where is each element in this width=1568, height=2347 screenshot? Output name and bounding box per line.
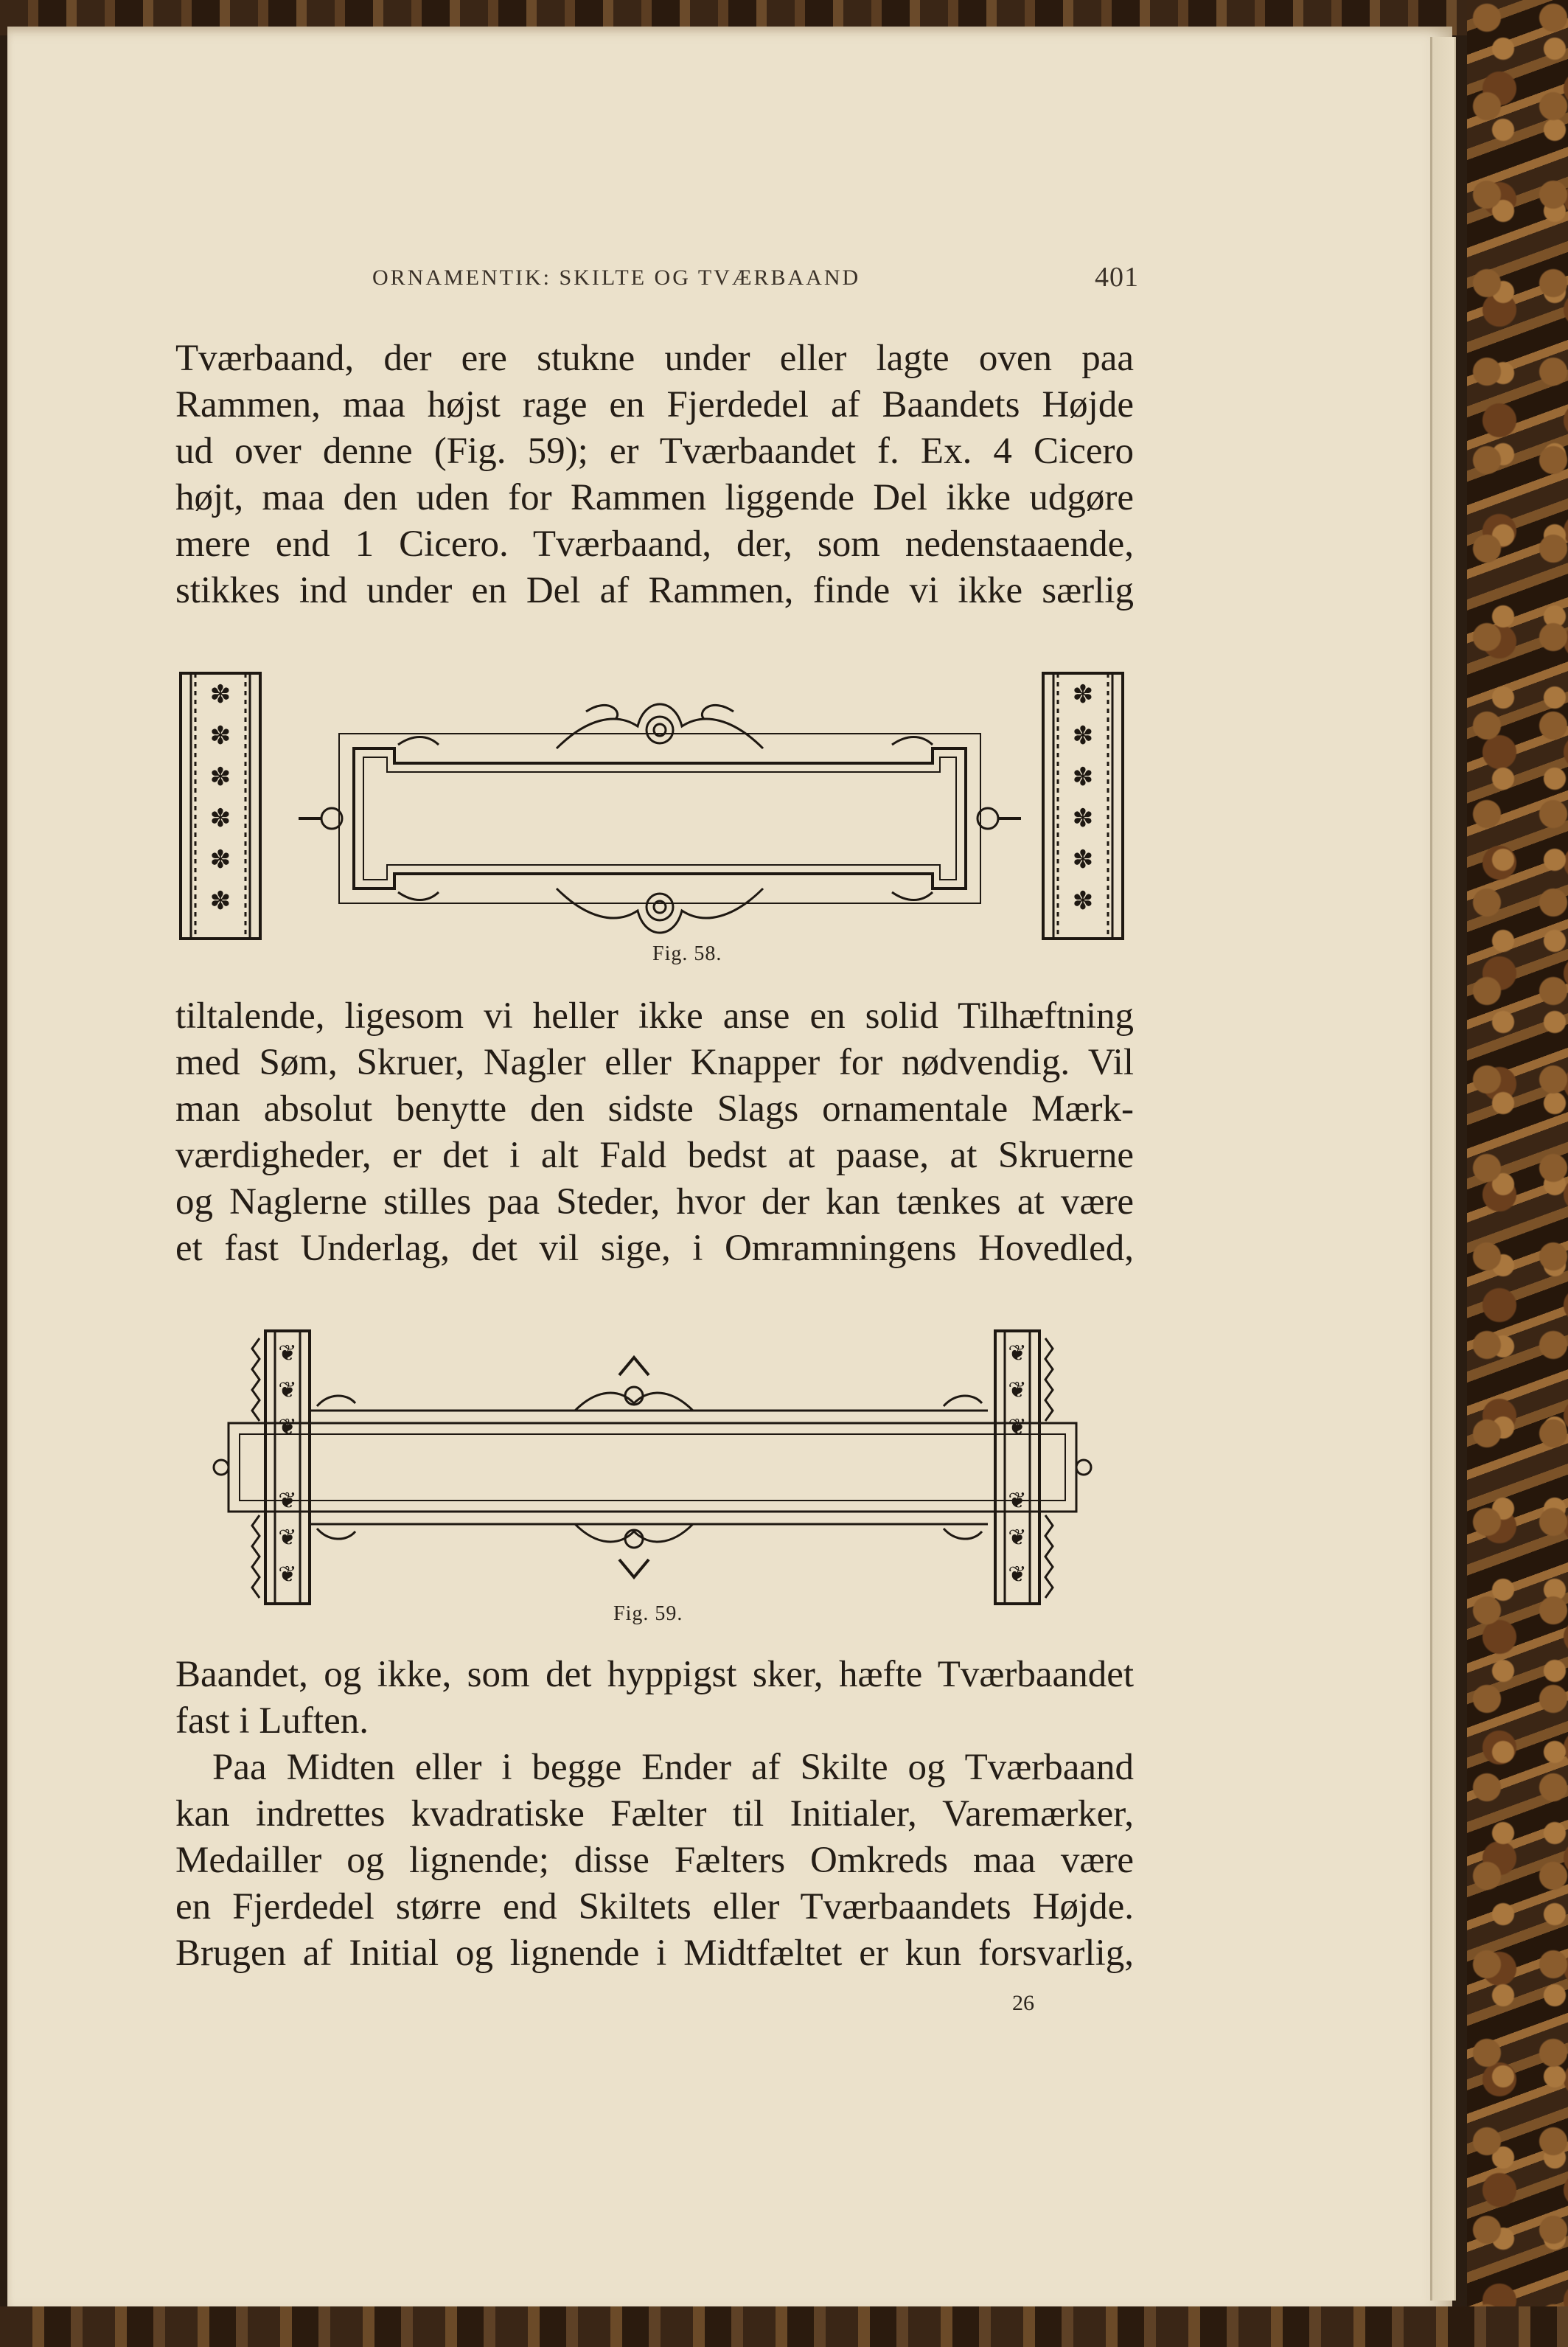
- paragraph-2: [175, 993, 1134, 1272]
- svg-text:✽: ✽: [1072, 721, 1094, 751]
- text-line: kan indrettes kvadratiske Fælter til Initialer, Varemærker,: [175, 1793, 1134, 1835]
- svg-text:❦: ❦: [278, 1377, 297, 1403]
- svg-text:✽: ✽: [1072, 762, 1094, 792]
- svg-text:❦: ❦: [1008, 1562, 1027, 1588]
- text-line: stikkes ind under en Del af Rammen, finde vi ikke særlig: [175, 570, 1134, 611]
- text-line: Tværbaand, der ere stukne under eller lagte oven paa: [175, 338, 1134, 379]
- text-line: Baandet, og ikke, som det hyppigst sker, hæfte Tværbaandet: [175, 1654, 1134, 1695]
- svg-text:❦: ❦: [278, 1341, 297, 1366]
- svg-text:✽: ✽: [209, 680, 231, 709]
- svg-text:✽: ✽: [1072, 804, 1094, 833]
- svg-text:✽: ✽: [1072, 680, 1094, 709]
- text-line: Brugen af Initial og lignende i Midtfæltet er kun forsvarlig,: [175, 1933, 1134, 1974]
- paragraph-4: [175, 1745, 1134, 1977]
- marbled-cover-edge: [1467, 0, 1568, 2347]
- svg-text:✽: ✽: [1072, 886, 1094, 916]
- text-line: et fast Underlag, det vil sige, i Omramningens Hovedled,: [175, 1228, 1134, 1269]
- svg-text:✽: ✽: [209, 762, 231, 792]
- svg-text:✽: ✽: [209, 886, 231, 916]
- svg-text:✽: ✽: [209, 721, 231, 751]
- svg-text:❦: ❦: [1008, 1525, 1027, 1551]
- svg-text:❦: ❦: [1008, 1414, 1027, 1440]
- paragraph-3: [175, 1652, 1134, 1745]
- text-line: Paa Midten eller i begge Ender af Skilte og Tværbaand: [212, 1747, 1134, 1788]
- text-line: og Naglerne stilles paa Steder, hvor der kan tænkes at være: [175, 1181, 1134, 1223]
- page-stack-edge: [1430, 37, 1456, 2301]
- svg-text:✽: ✽: [209, 804, 231, 833]
- text-line: mere end 1 Cicero. Tværbaand, der, som nedenstaaende,: [175, 524, 1134, 565]
- text-line: tiltalende, ligesom vi heller ikke anse en solid Tilhæftning: [175, 995, 1134, 1037]
- running-head-title: ORNAMENTIK: SKILTE OG TVÆRBAAND: [372, 265, 861, 290]
- text-line: ud over denne (Fig. 59); er Tværbaandet f. Ex. 4 Cicero: [175, 431, 1134, 472]
- text-line: værdigheder, er det i alt Fald bedst at paase, at Skruerne: [175, 1135, 1134, 1176]
- text-line: Medailler og lignende; disse Fælters Omkreds maa være: [175, 1840, 1134, 1881]
- page-number: 401: [1095, 262, 1139, 293]
- text-line: Rammen, maa højst rage en Fjerdedel af Baandets Højde: [175, 384, 1134, 425]
- text-line: med Søm, Skruer, Nagler eller Knapper for nødvendig. Vil: [175, 1042, 1134, 1083]
- text-line: man absolut benytte den sidste Slags ornamentale Mærk-: [175, 1088, 1134, 1130]
- svg-text:❦: ❦: [278, 1562, 297, 1588]
- svg-text:❦: ❦: [278, 1488, 297, 1514]
- paragraph-1: [175, 335, 1134, 614]
- svg-text:❦: ❦: [278, 1525, 297, 1551]
- signature-mark: 26: [1012, 1991, 1034, 2015]
- svg-text:❦: ❦: [278, 1414, 297, 1440]
- figure-58-ornamental-band: [173, 667, 1146, 948]
- text-line: højt, maa den uden for Rammen liggende Del ikke udgøre: [175, 477, 1134, 518]
- svg-text:✽: ✽: [209, 845, 231, 875]
- svg-text:❦: ❦: [1008, 1377, 1027, 1403]
- text-line: en Fjerdedel større end Skiltets eller Tværbaandets Højde.: [175, 1886, 1134, 1927]
- book-bottom-edge: [0, 2306, 1568, 2347]
- figure-59-ornamental-band: [199, 1324, 1113, 1611]
- figure-58-caption: Fig. 58.: [652, 942, 722, 965]
- svg-text:✽: ✽: [1072, 845, 1094, 875]
- figure-59-caption: Fig. 59.: [613, 1602, 683, 1625]
- svg-text:❦: ❦: [1008, 1341, 1027, 1366]
- svg-text:❦: ❦: [1008, 1488, 1027, 1514]
- text-line: fast i Luften.: [175, 1700, 369, 1742]
- running-head: [372, 262, 1139, 295]
